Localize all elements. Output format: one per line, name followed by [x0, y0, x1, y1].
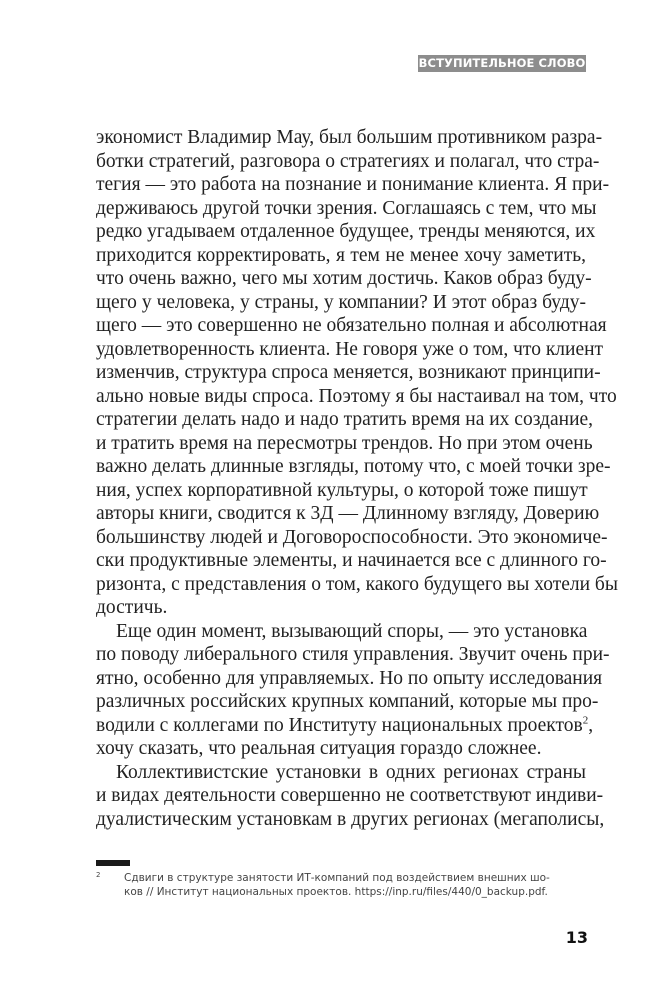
text-line: экономист Владимир Мау, был большим противником разра- [96, 127, 603, 148]
footnote-line: ков // Институт национальных проектов. https://inp.ru/files/440/0_backup.pdf. [124, 886, 548, 898]
text-line: авторы книги, сводится к 3Д — Длинному взгляду, Доверию [96, 503, 600, 524]
text-line: и видах деятельности совершенно не соответствуют индиви- [96, 785, 604, 806]
text-line: ально новые виды спроса. Поэтому я бы настаивал на том, что [96, 385, 617, 407]
footnote [96, 871, 586, 899]
text-line: ботки стратегий, разговора о стратегиях и полагал, что стра- [96, 150, 600, 172]
text-line: и тратить время на пересмотры трендов. Но при этом очень [96, 432, 593, 454]
text-line: по поводу либерального стиля управления. Звучит очень при- [96, 644, 610, 665]
page-number: 13 [565, 928, 588, 947]
text-line: стратегии делать надо и надо тратить время на их создание, [96, 409, 594, 430]
text-line: ятно, особенно для управляемых. Но по опыту исследования [96, 667, 603, 689]
text-line: хочу сказать, что реальная ситуация гораздо сложнее. [96, 738, 542, 759]
text-line: щего у человека, у страны, у компании? И этот образ буду- [96, 291, 586, 313]
text-line: дуалистическим установкам в других регионах (мегаполисы, [96, 808, 605, 830]
text-line: достичь. [96, 597, 168, 618]
text-line [96, 714, 594, 738]
text-line: приходится корректировать, я тем не менее хочу заметить, [96, 244, 586, 266]
text-line: ризонта, с представления о том, какого будущего вы хотели бы [96, 573, 618, 595]
text-line: ния, успех корпоративной культуры, о которой тоже пишут [96, 479, 588, 501]
punctuation: , [588, 714, 594, 736]
text-line: что очень важно, чего мы хотим достичь. Каков образ буду- [96, 268, 592, 289]
text-line: изменчив, структура спроса меняется, возникают принципи- [96, 362, 601, 383]
text-line: щего — это совершенно не обязательно полная и абсолютная [96, 315, 607, 336]
text-line: держиваюсь другой точки зрения. Соглашаясь с тем, что мы [96, 197, 597, 219]
text-line: различных российских крупных компаний, которые мы про- [96, 691, 599, 712]
footnote-number: 2 [96, 871, 101, 879]
text-line: большинству людей и Договороспособности. Это экономиче- [96, 526, 608, 548]
footnote-line: Сдвиги в структуре занятости ИТ-компаний под воздействием внешних шо- [124, 872, 550, 884]
body-text [96, 126, 618, 831]
text-line: Коллективистские установки в одних регионах страны [116, 761, 586, 783]
text-line: Еще один момент, вызывающий споры, — это установка [116, 620, 588, 642]
text-line: тегия — это работа на познание и понимание клиента. Я при- [96, 174, 610, 195]
text-line: важно делать длинные взгляды, потому что, с моей точки зре- [96, 456, 611, 477]
text-line-content: водили с коллегами по Институту национальных проектов [96, 714, 583, 736]
text-line: редко угадываем отдаленное будущее, тренды меняются, их [96, 221, 596, 242]
running-header: ВСТУПИТЕЛЬНОЕ СЛОВО [418, 56, 586, 70]
text-line: удовлетворенность клиента. Не говоря уже о том, что клиент [96, 338, 604, 360]
footnote-reference[interactable]: 2 [582, 714, 589, 726]
text-line: ски продуктивные элементы, и начинается все с длинного го- [96, 550, 607, 571]
footnote-divider [96, 860, 130, 866]
